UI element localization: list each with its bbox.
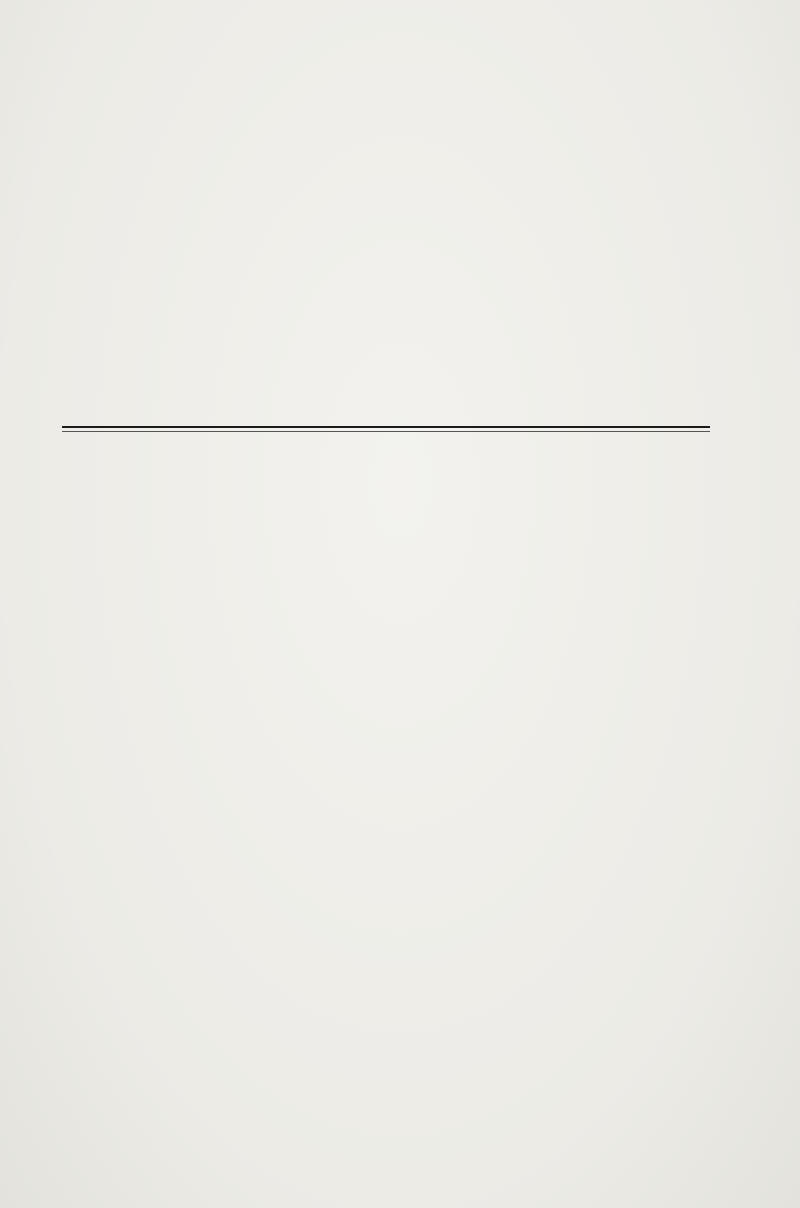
section-divider-thin bbox=[62, 431, 710, 432]
section-divider bbox=[62, 426, 710, 428]
running-header bbox=[60, 72, 710, 112]
